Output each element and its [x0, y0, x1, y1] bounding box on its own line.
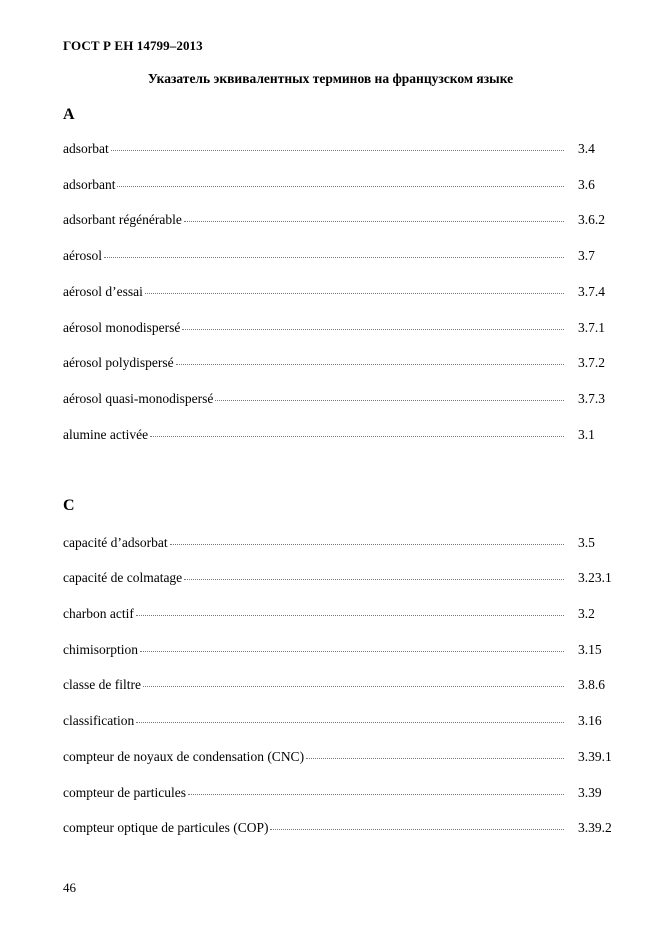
dot-leader [150, 432, 564, 437]
entry-term: chimisorption [63, 642, 138, 657]
entry-reference: 3.5 [578, 535, 595, 550]
index-entry [63, 677, 618, 697]
dot-leader [143, 682, 564, 687]
index-entry [63, 141, 618, 161]
index-entry [63, 535, 618, 555]
entry-term: alumine activée [63, 427, 149, 442]
index-entry [63, 177, 618, 197]
entry-reference: 3.4 [578, 141, 595, 156]
entry-term: aérosol polydispersé [63, 355, 174, 370]
index-entry [63, 320, 618, 340]
entry-term: classe de filtre [63, 677, 141, 692]
entry-term: adsorbat [63, 141, 109, 156]
index-entry [63, 570, 618, 590]
entry-term: adsorbant régénérable [63, 212, 182, 227]
index-entry [63, 642, 618, 662]
dot-leader [104, 253, 564, 258]
section-letter-c: С [63, 497, 75, 514]
entry-term: charbon actif [63, 606, 134, 621]
dot-leader [136, 611, 564, 616]
entry-term: aérosol d’essai [63, 284, 143, 299]
entry-term: compteur de particules [63, 785, 186, 800]
entry-reference: 3.39 [578, 785, 602, 800]
entry-reference: 3.16 [578, 713, 602, 728]
entry-term: capacité d’adsorbat [63, 535, 168, 550]
index-entry [63, 212, 618, 232]
index-entry [63, 820, 618, 840]
entry-reference: 3.15 [578, 642, 602, 657]
entry-reference: 3.39.2 [578, 820, 612, 835]
page-number: 46 [63, 880, 76, 895]
entry-reference: 3.23.1 [578, 570, 612, 585]
entry-reference: 3.2 [578, 606, 595, 621]
index-entry [63, 606, 618, 626]
entry-reference: 3.8.6 [578, 677, 605, 692]
dot-leader [136, 718, 564, 723]
entry-reference: 3.6 [578, 177, 595, 192]
standard-code-header: ГОСТ Р ЕН 14799–2013 [63, 38, 203, 53]
index-entry [63, 284, 618, 304]
entry-term: compteur optique de particules (COP) [63, 820, 269, 835]
dot-leader [215, 396, 564, 401]
entry-reference: 3.6.2 [578, 212, 605, 227]
dot-leader [306, 754, 564, 759]
entry-reference: 3.7.4 [578, 284, 605, 299]
index-entry [63, 427, 618, 447]
entry-term: compteur de noyaux de condensation (CNC) [63, 749, 305, 764]
dot-leader [182, 325, 564, 330]
index-entry [63, 749, 618, 769]
entry-reference: 3.7 [578, 248, 595, 263]
index-entry [63, 391, 618, 411]
dot-leader [184, 575, 564, 580]
entry-reference: 3.7.1 [578, 320, 605, 335]
dot-leader [140, 647, 564, 652]
entry-reference: 3.7.3 [578, 391, 605, 406]
index-entry [63, 248, 618, 268]
dot-leader [145, 289, 564, 294]
dot-leader [111, 146, 564, 151]
page-title: Указатель эквивалентных терминов на французском языке [147, 71, 514, 86]
index-entry [63, 785, 618, 805]
entry-term: adsorbant [63, 177, 116, 192]
entry-reference: 3.7.2 [578, 355, 605, 370]
index-entry [63, 713, 618, 733]
dot-leader [188, 790, 564, 795]
entry-term: capacité de colmatage [63, 570, 183, 585]
entry-term: classification [63, 713, 135, 728]
section-letter-a: А [63, 106, 75, 123]
dot-leader [170, 540, 564, 545]
entry-reference: 3.1 [578, 427, 595, 442]
dot-leader [117, 182, 564, 187]
entry-term: aérosol quasi-monodispersé [63, 391, 214, 406]
entry-term: aérosol monodispersé [63, 320, 181, 335]
dot-leader [184, 217, 564, 222]
dot-leader [270, 825, 564, 830]
entry-term: aérosol [63, 248, 102, 263]
dot-leader [176, 360, 564, 365]
index-entry [63, 355, 618, 375]
entry-reference: 3.39.1 [578, 749, 612, 764]
